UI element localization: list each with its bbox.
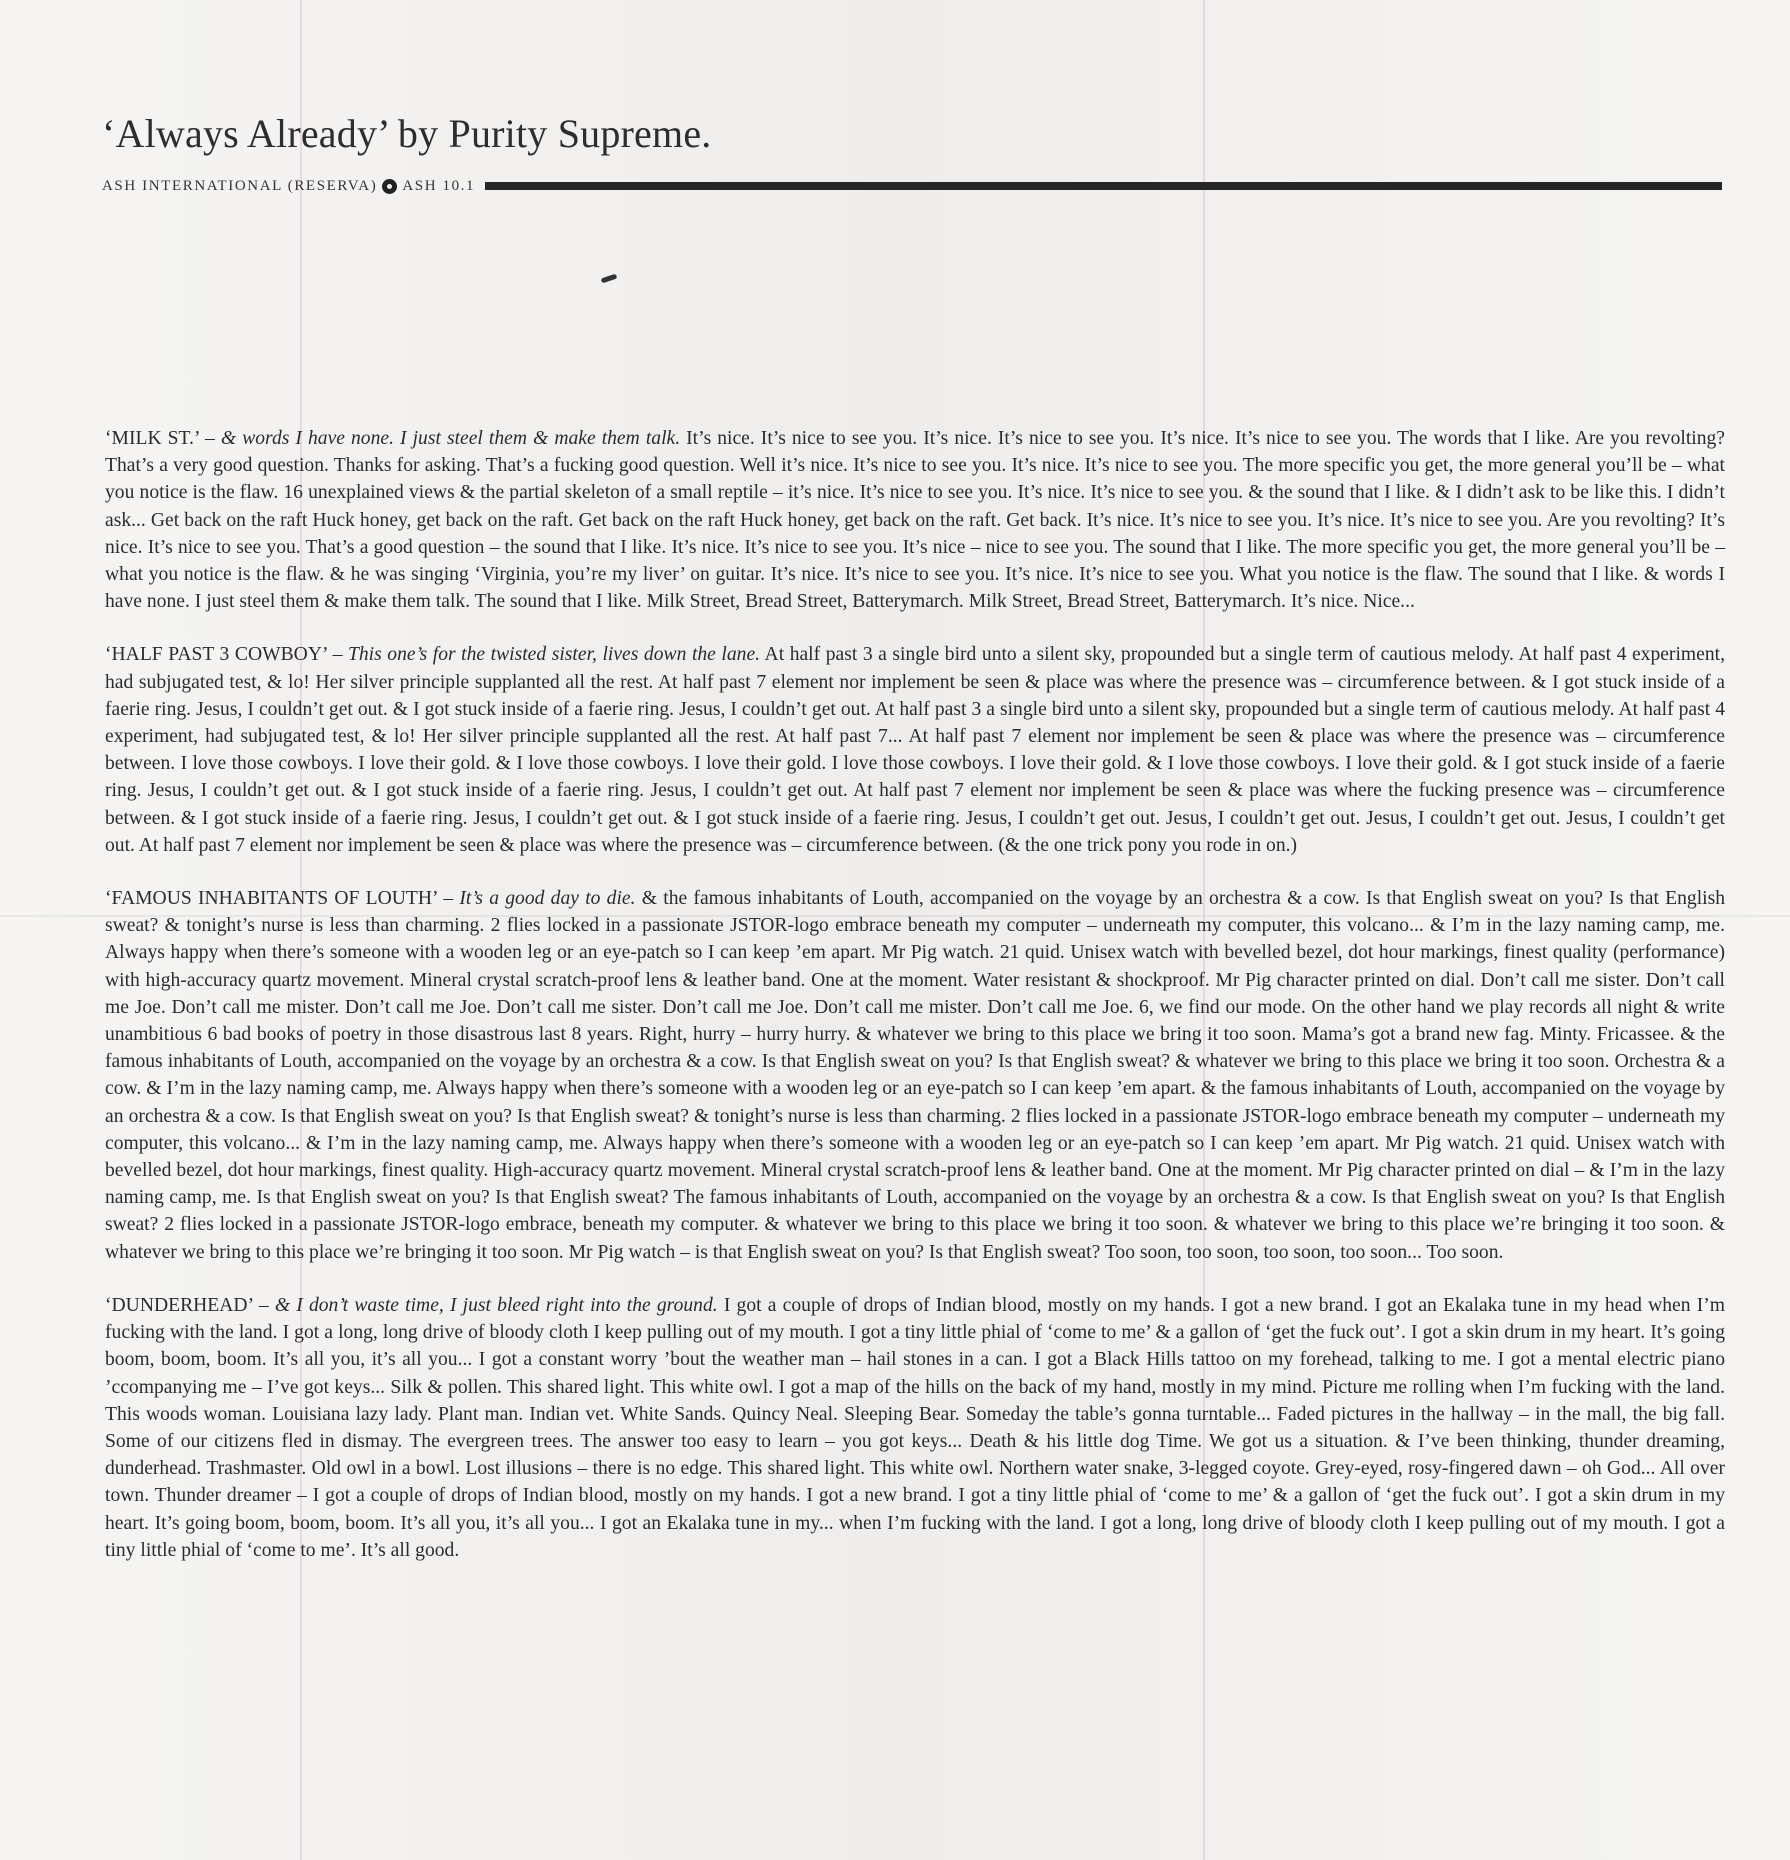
track-name: ‘DUNDERHEAD’ – <box>105 1294 269 1316</box>
track-lead: It’s a good day to die. <box>459 888 636 910</box>
track-lead: This one’s for the twisted sister, lives down the lane. <box>347 644 761 666</box>
disc-icon <box>382 179 397 194</box>
track-text: I got a couple of drops of Indian blood, mostly on my hands. I got a new brand. I got an Ekalaka tune in my head when I’m fucking with the land. I got a long, long drive of bloody cloth I keep pulling out of my mouth. I got a tiny little phial of ‘come to me’ & a gallon of ‘get the fuck out’. I got a skin drum in my heart. It’s going boom, boom, boom. It’s all you, it’s all you... I got a constant worry ’bout the weather man – hail stones in a can. I got a Black Hills tattoo on my forehead, talking to me. I got a mental electric piano ’ccompanying me – I’ve got keys... Silk & pollen. This shared light. This white owl. I got a map of the hills on the back of my hand, mostly in my mind. Picture me rolling when I’m fucking with the land. This woods woman. Louisiana lazy lady. Plant man. Indian vet. White Sands. Quincy Neal. Sleeping Bear. Someday the table’s gonna turntable... Faded pictures in the hallway – in the mall, the big fall. Some of our citizens fled in dismay. The evergreen trees. The answer too easy to learn – you got keys... Death & his little dog Time. We got us a situation. & I’ve been thinking, thunder dreaming, dunderhead. Trashmaster. Old owl in a bowl. Lost illusions – there is no edge. This shared light. This white owl. Northern water snake, 3-legged coyote. Grey-eyed, rosy-fingered dawn – oh God... All over town. Thunder dreamer – I got a couple of drops of Indian blood, mostly on my hands. I got a new brand. I got a tiny little phial of ‘come to me’ & a gallon of ‘get the fuck out’. I got a skin drum in my heart. It’s going boom, boom, boom. It’s all you, it’s all you... I got an Ekalaka tune in my... when I’m fucking with the land. I got a long, long drive of bloody cloth I keep pulling out of my mouth. I got a tiny little phial of ‘come to me’. It’s all good. <box>105 1294 1725 1561</box>
track-name: ‘HALF PAST 3 COWBOY’ – <box>105 644 343 666</box>
album-title: ‘Always Already’ by Purity Supreme. <box>102 111 712 156</box>
label-name: ASH INTERNATIONAL (RESERVA) <box>102 177 378 194</box>
track-name: ‘FAMOUS INHABITANTS OF LOUTH’ – <box>105 888 454 910</box>
track-text: At half past 3 a single bird unto a silent sky, propounded but a single term of cautious melody. At half past 4 experiment, had subjugated test, & lo! Her silver principle supplanted all the rest. At half past 7 element nor implement be seen & place was where the presence was – circumference between. & I got stuck inside of a faerie ring. Jesus, I couldn’t get out. & I got stuck inside of a faerie ring. Jesus, I couldn’t get out. At half past 3 a single bird unto a silent sky, propounded but a single term of cautious melody. At half past 4 experiment, had subjugated test, & lo! Her silver principle supplanted all the rest. At half past 7... At half past 7 element nor implement be seen & place was where the presence was – circumference between. I love those cowboys. I love their gold. & I love those cowboys. I love their gold. I love those cowboys. I love their gold. & I love those cowboys. I love their gold. & I got stuck inside of a faerie ring. Jesus, I couldn’t get out. & I got stuck inside of a faerie ring. Jesus, I couldn’t get out. At half past 7 element nor implement be seen & place was where the fucking presence was – circumference between. & I got stuck inside of a faerie ring. Jesus, I couldn’t get out. & I got stuck inside of a faerie ring. Jesus, I couldn’t get out. Jesus, I couldn’t get out. Jesus, I couldn’t get out. Jesus, I couldn’t get out. At half past 7 element nor implement be seen & place was where the presence was – circumference between. (& the one trick pony you rode in on.) <box>105 644 1725 856</box>
catalog-number: ASH 10.1 <box>402 177 476 194</box>
track-milk-st <box>105 425 1725 615</box>
track-text: & the famous inhabitants of Louth, accompanied on the voyage by an orchestra & a cow. Is that English sweat on you? Is that English sweat? & tonight’s nurse is less than charming. 2 flies locked in a passionate JSTOR-logo embrace beneath my computer – underneath my computer, this volcano... & I’m in the lazy naming camp, me. Always happy when there’s someone with a wooden leg or an eye-patch so I can keep ’em apart. Mr Pig watch. 21 quid. Unisex watch with bevelled bezel, dot hour markings, finest quality (performance) with high-accuracy quartz movement. Mineral crystal scratch-proof lens & leather band. One at the moment. Water resistant & shockproof. Mr Pig character printed on dial. Don’t call me sister. Don’t call me Joe. Don’t call me mister. Don’t call me Joe. Don’t call me sister. Don’t call me Joe. Don’t call me mister. Don’t call me Joe. 6, we find our mode. On the other hand we play records all night & write unambitious 6 bad books of poetry in those disastrous last 8 years. Right, hurry – hurry hurry. & whatever we bring to this place we bring it too soon. Mama’s got a brand new fag. Minty. Fricassee. & the famous inhabitants of Louth, accompanied on the voyage by an orchestra & a cow. Is that English sweat on you? Is that English sweat? & whatever we bring to this place we bring it too soon. Orchestra & a cow. & I’m in the lazy naming camp, me. Always happy when there’s someone with a wooden leg or an eye-patch so I can keep ’em apart. & the famous inhabitants of Louth, accompanied on the voyage by an orchestra & a cow. Is that English sweat on you? Is that English sweat? & tonight’s nurse is less than charming. 2 flies locked in a passionate JSTOR-logo embrace beneath my computer – underneath my computer, this volcano... & I’m in the lazy naming camp, me. Always happy when there’s someone with a wooden leg or an eye-patch so I can keep ’em apart. Mr Pig watch. 21 quid. Unisex watch with bevelled bezel, dot hour markings, finest quality. High-accuracy quartz movement. Mineral crystal scratch-proof lens & leather band. One at the moment. Mr Pig character printed on dial – & I’m in the lazy naming camp, me. Is that English sweat on you? Is that English sweat? The famous inhabitants of Louth, accompanied on the voyage by an orchestra & a cow. Is that English sweat on you? Is that English sweat? 2 flies locked in a passionate JSTOR-logo embrace, beneath my computer. & whatever we bring to this place we bring it too soon. & whatever we bring to this place we’re bringing it too soon. & whatever we bring to this place we’re bringing it too soon. Mr Pig watch – is that English sweat on you? Is that English sweat? Too soon, too soon, too soon, too soon... Too soon. <box>105 888 1726 1263</box>
lyrics-body <box>105 425 1725 1590</box>
track-lead: & I don’t waste time, I just bleed right into the ground. <box>274 1294 718 1316</box>
track-half-past-3-cowboy <box>105 641 1725 859</box>
track-lead: & words I have none. I just steel them & make them talk. <box>220 428 681 449</box>
release-info-row <box>102 173 1722 199</box>
header <box>102 110 1722 194</box>
track-dunderhead <box>105 1292 1725 1564</box>
track-name: ‘MILK ST.’ – <box>105 428 215 449</box>
track-famous-inhabitants-of-louth <box>105 885 1725 1266</box>
rule-bar <box>485 182 1722 190</box>
track-text: It’s nice. It’s nice to see you. It’s nice. It’s nice to see you. It’s nice. It’s nice to see you. The words that I like. Are you revolting? That’s a very good question. Thanks for asking. That’s a fucking good question. Well it’s nice. It’s nice to see you. It’s nice. It’s nice to see you. The more specific you get, the more general you’ll be – what you notice is the flaw. 16 unexplained views & the partial skeleton of a small reptile – it’s nice. It’s nice to see you. It’s nice. It’s nice to see you. & the sound that I like. & I didn’t ask to be like this. I didn’t ask... Get back on the raft Huck honey, get back on the raft. Get back on the raft Huck honey, get back on the raft. Get back. It’s nice. It’s nice to see you. It’s nice. It’s nice to see you. Are you revolting? It’s nice. It’s nice to see you. That’s a good question – the sound that I like. It’s nice. It’s nice to see you. It’s nice – nice to see you. The sound that I like. The more specific you get, the more general you’ll be – what you notice is the flaw. & he was singing ‘Virginia, you’re my liver’ on guitar. It’s nice. It’s nice to see you. It’s nice. It’s nice to see you. What you notice is the flaw. The sound that I like. & words I have none. I just steel them & make them talk. The sound that I like. Milk Street, Bread Street, Batterymarch. Milk Street, Bread Street, Batterymarch. It’s nice. Nice... <box>105 428 1725 613</box>
